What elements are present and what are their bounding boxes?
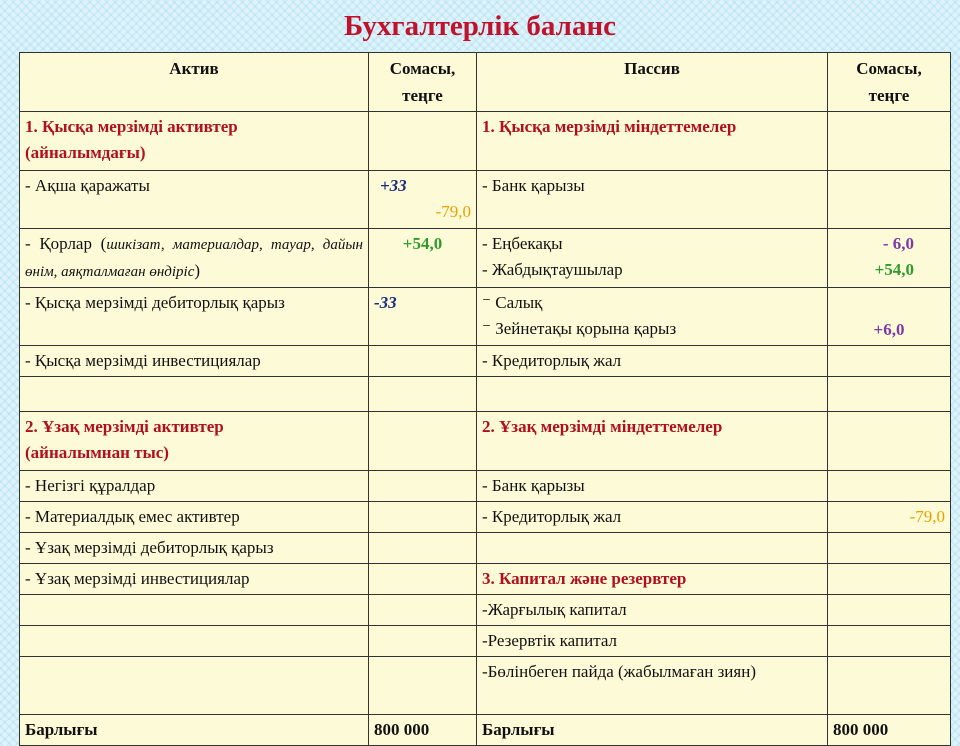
liability-cell: - Еңбекақы - Жабдықтаушылар xyxy=(477,229,828,288)
liability-sum-cell: - 6,0 +54,0 xyxy=(828,229,951,288)
table-row xyxy=(20,657,951,715)
liability-sum-cell xyxy=(828,112,951,171)
asset-cell: 2. Ұзақ мерзімді активтер (айналымнан тыс) xyxy=(20,412,369,471)
liability-cell xyxy=(477,377,828,412)
asset-cell: - Ұзақ мерзімді инвестициялар xyxy=(20,564,369,595)
liability-cell: - Банк қарызы xyxy=(477,471,828,502)
asset-sum-cell xyxy=(369,564,477,595)
asset-cell xyxy=(20,595,369,626)
liability-cell: ⁻ Салық ⁻ Зейнетақы қорына қарыз xyxy=(477,288,828,346)
asset-cell: - Қысқа мерзімді дебиторлық қарыз xyxy=(20,288,369,346)
asset-sum-cell xyxy=(369,412,477,471)
liability-sum-cell xyxy=(828,346,951,377)
asset-sum-cell xyxy=(369,346,477,377)
asset-sum-cell xyxy=(369,657,477,715)
table-row xyxy=(20,346,951,377)
asset-cell xyxy=(20,626,369,657)
liability-sum-cell: -79,0 xyxy=(828,502,951,533)
liability-cell: - Банк қарызы xyxy=(477,171,828,229)
liability-cell: 2. Ұзақ мерзімді міндеттемелер xyxy=(477,412,828,471)
asset-sum-cell xyxy=(369,502,477,533)
asset-sum-cell: +54,0 xyxy=(369,229,477,288)
asset-cell: - Материалдық емес активтер xyxy=(20,502,369,533)
header-asset: Актив xyxy=(20,53,369,112)
asset-cell: - Қысқа мерзімді инвестициялар xyxy=(20,346,369,377)
liability-sum-cell xyxy=(828,626,951,657)
asset-cell: - Ақша қаражаты xyxy=(20,171,369,229)
header-liability: Пассив xyxy=(477,53,828,112)
table-row xyxy=(20,564,951,595)
liability-total-value: 800 000 xyxy=(828,715,951,746)
balance-table xyxy=(19,52,951,746)
asset-sum-cell: -33 xyxy=(369,288,477,346)
asset-sum-cell: +33 -79,0 xyxy=(369,171,477,229)
liability-cell: 3. Капитал және резервтер xyxy=(477,564,828,595)
table-row xyxy=(20,171,951,229)
liability-total-label: Барлығы xyxy=(477,715,828,746)
liability-cell: -Жарғылық капитал xyxy=(477,595,828,626)
table-row xyxy=(20,112,951,171)
liability-cell: - Кредиторлық жал xyxy=(477,502,828,533)
liability-sum-cell xyxy=(828,533,951,564)
asset-total-value: 800 000 xyxy=(369,715,477,746)
header-sum-asset: Сомасы, теңге xyxy=(369,53,477,112)
liability-sum-cell: +6,0 xyxy=(828,288,951,346)
asset-cell xyxy=(20,377,369,412)
table-row xyxy=(20,533,951,564)
liability-sum-cell xyxy=(828,171,951,229)
table-row xyxy=(20,288,951,346)
table-row xyxy=(20,377,951,412)
liability-cell: -Резервтік капитал xyxy=(477,626,828,657)
liability-sum-cell xyxy=(828,471,951,502)
asset-cell: - Ұзақ мерзімді дебиторлық қарыз xyxy=(20,533,369,564)
liability-cell xyxy=(477,533,828,564)
liability-sum-cell xyxy=(828,377,951,412)
asset-cell: 1. Қысқа мерзімді активтер (айналымдағы) xyxy=(20,112,369,171)
asset-sum-cell xyxy=(369,533,477,564)
asset-sum-cell xyxy=(369,626,477,657)
liability-cell: 1. Қысқа мерзімді міндеттемелер xyxy=(477,112,828,171)
liability-cell: -Бөлінбеген пайда (жабылмаған зиян) xyxy=(477,657,828,715)
table-row xyxy=(20,412,951,471)
liability-sum-cell xyxy=(828,412,951,471)
liability-cell: - Кредиторлық жал xyxy=(477,346,828,377)
asset-sum-cell xyxy=(369,377,477,412)
table-row xyxy=(20,595,951,626)
table-row xyxy=(20,502,951,533)
table-header-row xyxy=(20,53,951,112)
liability-sum-cell xyxy=(828,595,951,626)
asset-sum-cell xyxy=(369,112,477,171)
table-row xyxy=(20,229,951,288)
asset-cell xyxy=(20,657,369,715)
total-row xyxy=(20,715,951,746)
table-row xyxy=(20,471,951,502)
asset-total-label: Барлығы xyxy=(20,715,369,746)
liability-sum-cell xyxy=(828,564,951,595)
asset-cell: - Қорлар (шикізат, материалдар, тауар, дайын өнім, аяқталмаған өндіріс) xyxy=(20,229,369,288)
asset-sum-cell xyxy=(369,595,477,626)
page-title: Бухгалтерлік баланс xyxy=(343,10,617,42)
header-sum-liability: Сомасы, теңге xyxy=(828,53,951,112)
asset-cell: - Негізгі құралдар xyxy=(20,471,369,502)
table-row xyxy=(20,626,951,657)
liability-sum-cell xyxy=(828,657,951,715)
asset-sum-cell xyxy=(369,471,477,502)
